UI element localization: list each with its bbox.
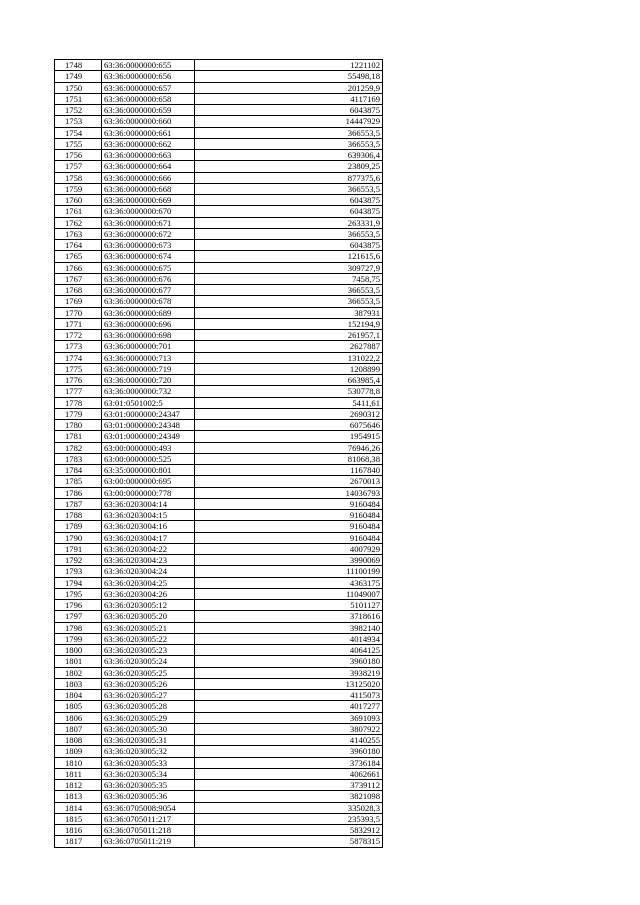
table-row: [55, 656, 383, 667]
table-row: [55, 138, 383, 149]
row-number-cell: 1806: [55, 712, 102, 723]
table-row: [55, 577, 383, 588]
value-cell: 3718616: [195, 611, 383, 622]
row-number-cell: 1756: [55, 150, 102, 161]
value-cell: 309727,9: [195, 262, 383, 273]
cadastral-number-cell: 63:36:0000000:664: [102, 161, 195, 172]
table-row: [55, 206, 383, 217]
table-row: [55, 600, 383, 611]
row-number-cell: 1813: [55, 791, 102, 802]
cadastral-number-cell: 63:36:0203005:29: [102, 712, 195, 723]
row-number-cell: 1786: [55, 487, 102, 498]
row-number-cell: 1750: [55, 82, 102, 93]
row-number-cell: 1778: [55, 397, 102, 408]
row-number-cell: 1793: [55, 566, 102, 577]
cadastral-number-cell: 63:36:0000000:670: [102, 206, 195, 217]
table-row: [55, 667, 383, 678]
value-cell: 3960180: [195, 746, 383, 757]
table-row: [55, 195, 383, 206]
cadastral-number-cell: 63:36:0000000:720: [102, 375, 195, 386]
cadastral-number-cell: 63:36:0705008:9054: [102, 802, 195, 813]
table-row: [55, 228, 383, 239]
value-cell: 5878315: [195, 836, 383, 847]
value-cell: 4140255: [195, 735, 383, 746]
cadastral-number-cell: 63:36:0203004:17: [102, 532, 195, 543]
table-row: [55, 453, 383, 464]
value-cell: 9160484: [195, 510, 383, 521]
row-number-cell: 1781: [55, 431, 102, 442]
row-number-cell: 1787: [55, 498, 102, 509]
cadastral-number-cell: 63:00:0000000:493: [102, 442, 195, 453]
cadastral-number-cell: 63:36:0000000:676: [102, 273, 195, 284]
table-row: [55, 813, 383, 824]
row-number-cell: 1769: [55, 296, 102, 307]
value-cell: 639306,4: [195, 150, 383, 161]
cadastral-number-cell: 63:00:0000000:525: [102, 453, 195, 464]
table-row: [55, 307, 383, 318]
row-number-cell: 1810: [55, 757, 102, 768]
table-row: [55, 183, 383, 194]
value-cell: 11049007: [195, 588, 383, 599]
row-number-cell: 1788: [55, 510, 102, 521]
value-cell: 366553,5: [195, 183, 383, 194]
row-number-cell: 1812: [55, 780, 102, 791]
table-row: [55, 802, 383, 813]
table-row: [55, 431, 383, 442]
cadastral-number-cell: 63:36:0000000:689: [102, 307, 195, 318]
cadastral-number-cell: 63:35:0000000:801: [102, 465, 195, 476]
cadastral-number-cell: 63:36:0203004:24: [102, 566, 195, 577]
cadastral-number-cell: 63:36:0203005:28: [102, 701, 195, 712]
cadastral-number-cell: 63:36:0000000:656: [102, 71, 195, 82]
value-cell: 5411,61: [195, 397, 383, 408]
value-cell: 6043875: [195, 206, 383, 217]
row-number-cell: 1804: [55, 690, 102, 701]
value-cell: 3990069: [195, 555, 383, 566]
row-number-cell: 1797: [55, 611, 102, 622]
row-number-cell: 1802: [55, 667, 102, 678]
value-cell: 5101127: [195, 600, 383, 611]
value-cell: 1167840: [195, 465, 383, 476]
value-cell: 261957,1: [195, 330, 383, 341]
table-row: [55, 93, 383, 104]
cadastral-number-cell: 63:36:0203004:15: [102, 510, 195, 521]
cadastral-number-cell: 63:36:0203005:27: [102, 690, 195, 701]
row-number-cell: 1774: [55, 352, 102, 363]
table-row: [55, 521, 383, 532]
table-row: [55, 791, 383, 802]
row-number-cell: 1800: [55, 645, 102, 656]
cadastral-number-cell: 63:36:0203004:26: [102, 588, 195, 599]
table-row: [55, 285, 383, 296]
row-number-cell: 1779: [55, 408, 102, 419]
table-row: [55, 82, 383, 93]
cadastral-number-cell: 63:36:0705011:217: [102, 813, 195, 824]
row-number-cell: 1749: [55, 71, 102, 82]
table-row: [55, 735, 383, 746]
row-number-cell: 1762: [55, 217, 102, 228]
cadastral-number-cell: 63:36:0000000:673: [102, 240, 195, 251]
value-cell: 3739112: [195, 780, 383, 791]
cadastral-number-cell: 63:36:0203004:16: [102, 521, 195, 532]
value-cell: 9160484: [195, 498, 383, 509]
cadastral-number-cell: 63:36:0203005:23: [102, 645, 195, 656]
value-cell: 152194,9: [195, 318, 383, 329]
row-number-cell: 1771: [55, 318, 102, 329]
value-cell: 335028,3: [195, 802, 383, 813]
value-cell: 366553,5: [195, 285, 383, 296]
row-number-cell: 1770: [55, 307, 102, 318]
cadastral-number-cell: 63:36:0000000:671: [102, 217, 195, 228]
table-row: [55, 746, 383, 757]
cadastral-number-cell: 63:36:0000000:657: [102, 82, 195, 93]
cadastral-number-cell: 63:36:0203004:25: [102, 577, 195, 588]
row-number-cell: 1759: [55, 183, 102, 194]
row-number-cell: 1796: [55, 600, 102, 611]
value-cell: 530778,8: [195, 386, 383, 397]
row-number-cell: 1755: [55, 138, 102, 149]
row-number-cell: 1766: [55, 262, 102, 273]
table-row: [55, 757, 383, 768]
cadastral-number-cell: 63:36:0203005:32: [102, 746, 195, 757]
value-cell: 9160484: [195, 521, 383, 532]
table-row: [55, 555, 383, 566]
cadastral-number-cell: 63:36:0000000:660: [102, 116, 195, 127]
table-row: [55, 465, 383, 476]
value-cell: 877375,6: [195, 172, 383, 183]
value-cell: 131022,2: [195, 352, 383, 363]
value-cell: 3807922: [195, 723, 383, 734]
row-number-cell: 1785: [55, 476, 102, 487]
value-cell: 9160484: [195, 532, 383, 543]
table-row: [55, 712, 383, 723]
row-number-cell: 1757: [55, 161, 102, 172]
row-number-cell: 1776: [55, 375, 102, 386]
row-number-cell: 1783: [55, 453, 102, 464]
value-cell: 387931: [195, 307, 383, 318]
table-row: [55, 60, 383, 71]
table-row: [55, 262, 383, 273]
table-row: [55, 217, 383, 228]
cadastral-number-cell: 63:01:0000000:24347: [102, 408, 195, 419]
cadastral-number-cell: 63:36:0203005:26: [102, 678, 195, 689]
value-cell: 3691093: [195, 712, 383, 723]
table-row: [55, 476, 383, 487]
cadastral-number-cell: 63:36:0705011:218: [102, 825, 195, 836]
row-number-cell: 1780: [55, 420, 102, 431]
row-number-cell: 1761: [55, 206, 102, 217]
cadastral-number-cell: 63:36:0000000:662: [102, 138, 195, 149]
value-cell: 6075646: [195, 420, 383, 431]
cadastral-number-cell: 63:36:0203004:14: [102, 498, 195, 509]
cadastral-number-cell: 63:00:0000000:695: [102, 476, 195, 487]
row-number-cell: 1814: [55, 802, 102, 813]
table-row: [55, 723, 383, 734]
table-row: [55, 363, 383, 374]
cadastral-number-cell: 63:36:0000000:677: [102, 285, 195, 296]
table-body: [55, 60, 383, 848]
value-cell: 76946,26: [195, 442, 383, 453]
value-cell: 366553,5: [195, 127, 383, 138]
value-cell: 23809,25: [195, 161, 383, 172]
value-cell: 2670013: [195, 476, 383, 487]
value-cell: 121615,6: [195, 251, 383, 262]
row-number-cell: 1801: [55, 656, 102, 667]
row-number-cell: 1748: [55, 60, 102, 71]
value-cell: 1954915: [195, 431, 383, 442]
cadastral-number-cell: 63:36:0000000:666: [102, 172, 195, 183]
value-cell: 13125020: [195, 678, 383, 689]
cadastral-number-cell: 63:36:0000000:701: [102, 341, 195, 352]
value-cell: 4062661: [195, 768, 383, 779]
cadastral-number-cell: 63:36:0203005:24: [102, 656, 195, 667]
table-row: [55, 116, 383, 127]
value-cell: 663985,4: [195, 375, 383, 386]
table-row: [55, 352, 383, 363]
value-cell: 4115073: [195, 690, 383, 701]
cadastral-number-cell: 63:01:0000000:24349: [102, 431, 195, 442]
table-row: [55, 375, 383, 386]
row-number-cell: 1803: [55, 678, 102, 689]
value-cell: 81068,38: [195, 453, 383, 464]
value-cell: 1208899: [195, 363, 383, 374]
cadastral-number-cell: 63:36:0203005:20: [102, 611, 195, 622]
row-number-cell: 1816: [55, 825, 102, 836]
table-row: [55, 161, 383, 172]
row-number-cell: 1789: [55, 521, 102, 532]
cadastral-number-cell: 63:36:0000000:698: [102, 330, 195, 341]
value-cell: 55498,18: [195, 71, 383, 82]
cadastral-number-cell: 63:36:0000000:658: [102, 93, 195, 104]
value-cell: 3960180: [195, 656, 383, 667]
cadastral-number-cell: 63:36:0000000:669: [102, 195, 195, 206]
table-row: [55, 487, 383, 498]
cadastral-number-cell: 63:36:0000000:659: [102, 105, 195, 116]
row-number-cell: 1773: [55, 341, 102, 352]
table-row: [55, 836, 383, 847]
cadastral-number-cell: 63:36:0000000:675: [102, 262, 195, 273]
value-cell: 366553,5: [195, 228, 383, 239]
row-number-cell: 1751: [55, 93, 102, 104]
row-number-cell: 1792: [55, 555, 102, 566]
row-number-cell: 1798: [55, 622, 102, 633]
table-row: [55, 543, 383, 554]
cadastral-number-cell: 63:36:0203004:22: [102, 543, 195, 554]
row-number-cell: 1767: [55, 273, 102, 284]
table-row: [55, 825, 383, 836]
cadastral-number-cell: 63:36:0203005:21: [102, 622, 195, 633]
value-cell: 3938219: [195, 667, 383, 678]
row-number-cell: 1775: [55, 363, 102, 374]
value-cell: 6043875: [195, 195, 383, 206]
cadastral-number-cell: 63:01:0501002:5: [102, 397, 195, 408]
cadastral-number-cell: 63:36:0000000:663: [102, 150, 195, 161]
row-number-cell: 1805: [55, 701, 102, 712]
cadastral-number-cell: 63:36:0203005:31: [102, 735, 195, 746]
cadastral-number-cell: 63:36:0000000:696: [102, 318, 195, 329]
cadastral-number-cell: 63:00:0000000:778: [102, 487, 195, 498]
row-number-cell: 1794: [55, 577, 102, 588]
row-number-cell: 1772: [55, 330, 102, 341]
table-row: [55, 645, 383, 656]
table-row: [55, 532, 383, 543]
row-number-cell: 1768: [55, 285, 102, 296]
value-cell: 4014934: [195, 633, 383, 644]
row-number-cell: 1752: [55, 105, 102, 116]
value-cell: 11100199: [195, 566, 383, 577]
row-number-cell: 1791: [55, 543, 102, 554]
value-cell: 201259,9: [195, 82, 383, 93]
cadastral-number-cell: 63:36:0203005:33: [102, 757, 195, 768]
cadastral-number-cell: 63:36:0000000:713: [102, 352, 195, 363]
table-row: [55, 273, 383, 284]
cadastral-number-cell: 63:36:0203005:30: [102, 723, 195, 734]
row-number-cell: 1809: [55, 746, 102, 757]
row-number-cell: 1811: [55, 768, 102, 779]
value-cell: 2690312: [195, 408, 383, 419]
cadastral-value-table: [54, 59, 383, 848]
table-row: [55, 420, 383, 431]
table-row: [55, 611, 383, 622]
cadastral-number-cell: 63:36:0000000:719: [102, 363, 195, 374]
table-row: [55, 71, 383, 82]
value-cell: 366553,5: [195, 296, 383, 307]
table-row: [55, 588, 383, 599]
table-row: [55, 296, 383, 307]
cadastral-number-cell: 63:36:0203005:34: [102, 768, 195, 779]
row-number-cell: 1817: [55, 836, 102, 847]
value-cell: 235393,5: [195, 813, 383, 824]
table-row: [55, 408, 383, 419]
table-row: [55, 105, 383, 116]
cadastral-number-cell: 63:36:0203005:25: [102, 667, 195, 678]
cadastral-number-cell: 63:36:0705011:219: [102, 836, 195, 847]
row-number-cell: 1777: [55, 386, 102, 397]
cadastral-number-cell: 63:36:0000000:732: [102, 386, 195, 397]
value-cell: 6043875: [195, 240, 383, 251]
row-number-cell: 1754: [55, 127, 102, 138]
row-number-cell: 1815: [55, 813, 102, 824]
row-number-cell: 1760: [55, 195, 102, 206]
cadastral-number-cell: 63:36:0203005:36: [102, 791, 195, 802]
value-cell: 366553,5: [195, 138, 383, 149]
table-row: [55, 622, 383, 633]
cadastral-number-cell: 63:36:0203005:22: [102, 633, 195, 644]
row-number-cell: 1782: [55, 442, 102, 453]
table-row: [55, 172, 383, 183]
table-row: [55, 251, 383, 262]
table-row: [55, 780, 383, 791]
cadastral-number-cell: 63:36:0203004:23: [102, 555, 195, 566]
value-cell: 263331,9: [195, 217, 383, 228]
cadastral-number-cell: 63:36:0000000:655: [102, 60, 195, 71]
table-row: [55, 633, 383, 644]
value-cell: 6043875: [195, 105, 383, 116]
value-cell: 2627887: [195, 341, 383, 352]
table-row: [55, 442, 383, 453]
value-cell: 4007929: [195, 543, 383, 554]
value-cell: 1221102: [195, 60, 383, 71]
cadastral-number-cell: 63:36:0203005:12: [102, 600, 195, 611]
cadastral-number-cell: 63:36:0000000:668: [102, 183, 195, 194]
table-row: [55, 678, 383, 689]
row-number-cell: 1808: [55, 735, 102, 746]
value-cell: 3736184: [195, 757, 383, 768]
row-number-cell: 1790: [55, 532, 102, 543]
value-cell: 5832912: [195, 825, 383, 836]
row-number-cell: 1763: [55, 228, 102, 239]
row-number-cell: 1765: [55, 251, 102, 262]
table-row: [55, 341, 383, 352]
cadastral-number-cell: 63:01:0000000:24348: [102, 420, 195, 431]
table-row: [55, 566, 383, 577]
row-number-cell: 1764: [55, 240, 102, 251]
table-row: [55, 498, 383, 509]
table-row: [55, 150, 383, 161]
cadastral-number-cell: 63:36:0000000:661: [102, 127, 195, 138]
table-row: [55, 386, 383, 397]
row-number-cell: 1784: [55, 465, 102, 476]
value-cell: 4017277: [195, 701, 383, 712]
row-number-cell: 1807: [55, 723, 102, 734]
table-row: [55, 397, 383, 408]
table-row: [55, 127, 383, 138]
cadastral-number-cell: 63:36:0000000:674: [102, 251, 195, 262]
value-cell: 4064125: [195, 645, 383, 656]
cadastral-number-cell: 63:36:0000000:672: [102, 228, 195, 239]
table-row: [55, 240, 383, 251]
table-row: [55, 510, 383, 521]
table-row: [55, 768, 383, 779]
cadastral-number-cell: 63:36:0000000:678: [102, 296, 195, 307]
value-cell: 4363175: [195, 577, 383, 588]
cadastral-number-cell: 63:36:0203005:35: [102, 780, 195, 791]
table-row: [55, 690, 383, 701]
value-cell: 4117169: [195, 93, 383, 104]
row-number-cell: 1753: [55, 116, 102, 127]
row-number-cell: 1795: [55, 588, 102, 599]
value-cell: 14036793: [195, 487, 383, 498]
value-cell: 7458,75: [195, 273, 383, 284]
value-cell: 3982140: [195, 622, 383, 633]
value-cell: 3821098: [195, 791, 383, 802]
table-row: [55, 330, 383, 341]
table-row: [55, 318, 383, 329]
table-row: [55, 701, 383, 712]
row-number-cell: 1758: [55, 172, 102, 183]
value-cell: 14447929: [195, 116, 383, 127]
row-number-cell: 1799: [55, 633, 102, 644]
